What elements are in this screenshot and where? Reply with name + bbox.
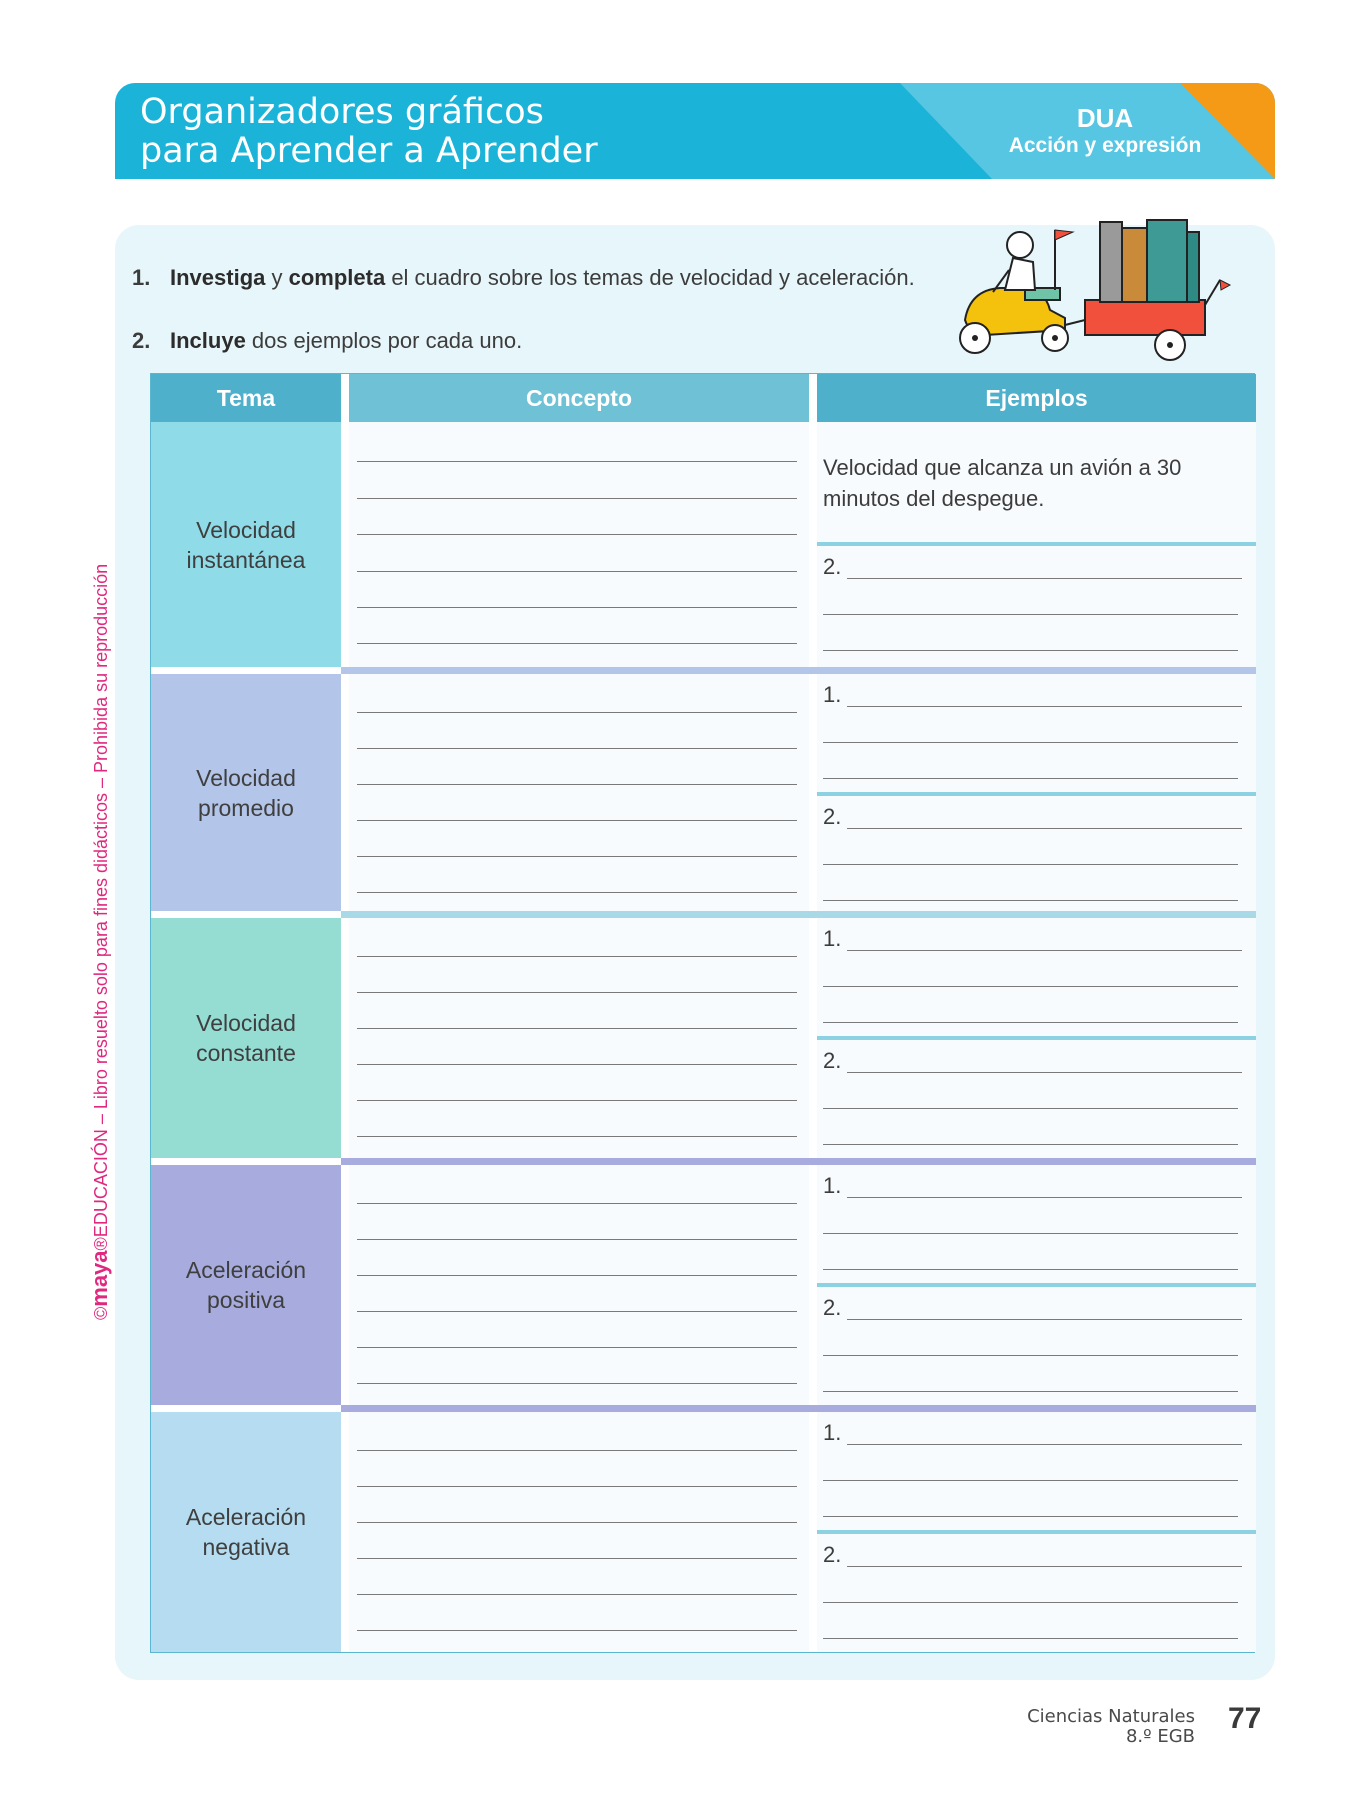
instruction-verb: Incluye <box>170 328 246 353</box>
concepto-answer-area[interactable] <box>349 1165 809 1405</box>
example-number: 2. <box>823 804 842 829</box>
tema-cell <box>151 422 341 667</box>
table-row <box>151 1412 1256 1652</box>
instruction-text: y <box>265 265 289 290</box>
header-concepto: Concepto <box>349 374 809 422</box>
table-row <box>151 674 1256 911</box>
ejemplos-cell <box>817 918 1256 1158</box>
instruction-number: 2. <box>132 328 151 353</box>
dua-title: DUA <box>1076 103 1134 133</box>
tema-label: Aceleración positiva <box>185 1257 307 1313</box>
example-number: 2. <box>823 1048 842 1073</box>
tema-cell <box>151 1412 341 1652</box>
example-number: 1. <box>823 682 842 707</box>
tema-cell <box>151 674 341 911</box>
example-2-answer-area[interactable] <box>817 1287 1256 1405</box>
example-2-answer-area[interactable] <box>817 796 1256 911</box>
grade-label: 8.º EGB <box>1125 1726 1195 1747</box>
tema-cell <box>151 918 341 1158</box>
example-1-answer-area[interactable] <box>817 1412 1256 1530</box>
table-row <box>151 918 1256 1158</box>
tema-label: Aceleración negativa <box>185 1504 307 1560</box>
tema-label: Velocidad constante <box>196 1010 296 1066</box>
activity-panel <box>115 225 1275 1680</box>
instruction-number: 1. <box>132 265 151 290</box>
example-answer-text: Velocidad que alcanza un avión a 30 minutos del despegue. <box>823 455 1182 511</box>
concepto-answer-area[interactable] <box>349 918 809 1158</box>
example-number: 2. <box>823 554 842 579</box>
example-number: 2. <box>823 1295 842 1320</box>
header-tema: Tema <box>151 374 341 422</box>
example-1-answer-area[interactable] <box>817 918 1256 1036</box>
copyright-symbol: © <box>91 1306 111 1320</box>
page-number: 77 <box>1228 1702 1262 1735</box>
ejemplos-cell <box>817 422 1256 667</box>
concepto-answer-area[interactable] <box>349 674 809 911</box>
ejemplos-cell <box>817 1165 1256 1405</box>
concept-table <box>150 373 1255 1653</box>
copyright-text: EDUCACIÓN – Libro resuelto solo para fines didácticos – Prohibida su reproducción <box>91 563 111 1238</box>
title-line-2: para Aprender a Aprender <box>140 131 598 171</box>
tema-label: Velocidad instantánea <box>186 516 306 573</box>
brand-logo: maya <box>87 1250 112 1307</box>
example-number: 1. <box>823 1420 842 1445</box>
scooter-with-books-cart-icon <box>925 210 1255 370</box>
header-banner <box>115 83 1275 179</box>
table-row <box>151 422 1256 667</box>
example-1-answer-area[interactable] <box>817 1165 1256 1283</box>
concepto-answer-area[interactable] <box>349 422 809 667</box>
instruction-text: el cuadro sobre los temas de velocidad y aceleración. <box>385 265 915 290</box>
page-title <box>140 93 598 171</box>
registered-mark: ® <box>91 1237 111 1251</box>
example-2-answer-area[interactable] <box>817 1040 1256 1158</box>
dua-badge <box>975 103 1235 159</box>
example-1 <box>817 422 1256 542</box>
instruction-verb: completa <box>288 265 386 290</box>
example-number: 2. <box>823 1542 842 1567</box>
concepto-answer-area[interactable] <box>349 1412 809 1652</box>
subject-name: Ciencias Naturales <box>1027 1706 1195 1727</box>
title-line-1: Organizadores gráficos <box>140 92 544 132</box>
example-1-answer-area[interactable] <box>817 674 1256 792</box>
example-number: 1. <box>823 1173 842 1198</box>
footer-subject <box>1027 1707 1195 1747</box>
example-2-answer-area[interactable] <box>817 1534 1256 1652</box>
table-row <box>151 1165 1256 1405</box>
tema-label: Velocidad promedio <box>196 764 296 821</box>
ejemplos-cell <box>817 1412 1256 1652</box>
header-ejemplos: Ejemplos <box>817 374 1256 422</box>
instruction-text: dos ejemplos por cada uno. <box>245 328 523 353</box>
instruction-verb: Investiga <box>170 265 266 290</box>
dua-subtitle: Acción y expresión <box>1008 134 1202 157</box>
example-2-answer-area[interactable] <box>817 546 1256 667</box>
copyright-notice <box>87 564 113 1320</box>
example-number: 1. <box>823 926 842 951</box>
ejemplos-cell <box>817 674 1256 911</box>
instruction-2 <box>132 328 522 354</box>
instruction-1 <box>132 265 915 291</box>
tema-cell <box>151 1165 341 1405</box>
